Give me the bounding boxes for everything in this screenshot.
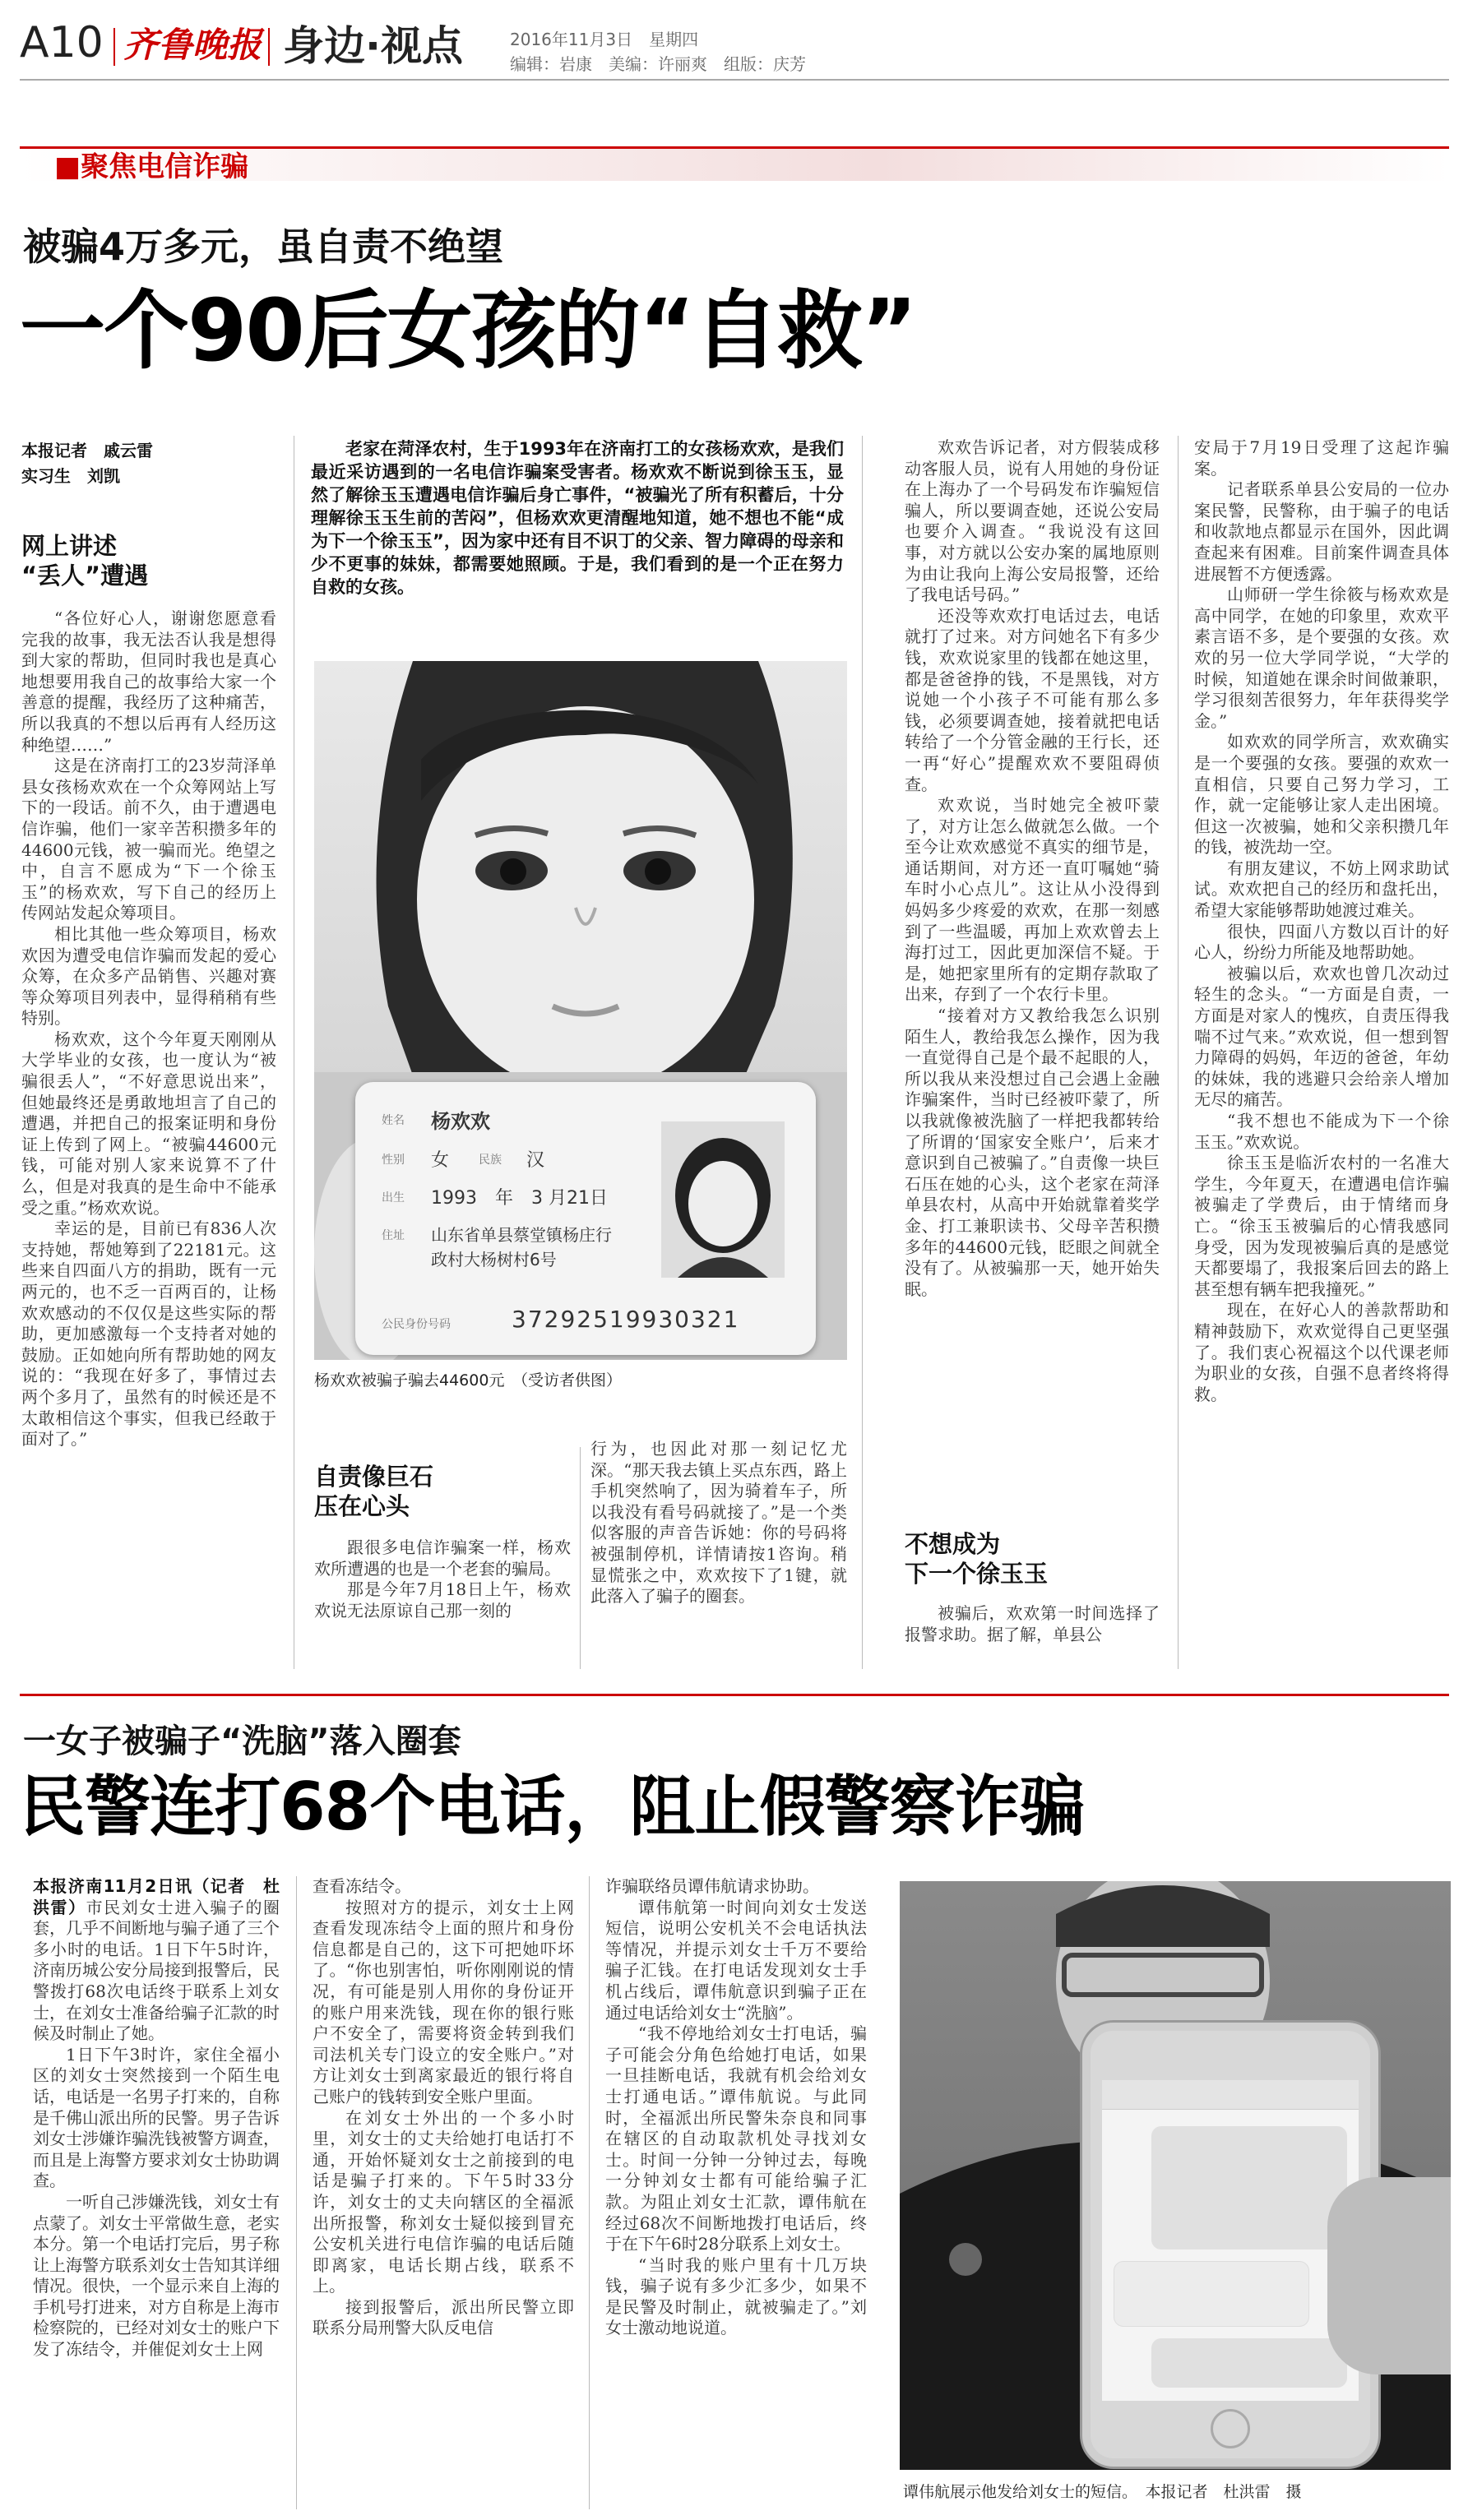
paragraph: 跟很多电信诈骗案一样，杨欢欢所遭遇的也是一个老套的骗局。 (314, 1537, 571, 1579)
id-photo (661, 1121, 785, 1278)
paragraph: 欢欢告诉记者，对方假装成移动客服人员，说有人用她的身份证在上海办了一个号码发布诈骗短信骗人，所以要调查她，还说公安局也要介入调查。“我说没有这回事，对方就以公安办案的属地原则为由让我向上海公安局报警，还给了我电话号码。” (905, 437, 1160, 605)
id-address-line2: 政村大杨树村6号 (431, 1250, 557, 1269)
story1-subhead-3 (905, 1529, 1160, 1588)
photo-caption: 杨欢欢被骗子骗去44600元 （受访者供图） (314, 1371, 622, 1389)
story2-headline: 民警连打68个电话，阻止假警察诈骗 (20, 1769, 1085, 1845)
story1-byline-reporter: 本报记者 戚云雷 (21, 441, 153, 460)
story2-first-paragraph: 市民刘女士进入骗子的圈套，几乎不间断地与骗子通了三个多小时的电话。1日下午5时许，济南历城公安分局接到报警后，民警拨打68次电话终于联系上刘女士，在刘女士准备给骗子汇款的时候及时制止了她。 (33, 1897, 280, 2044)
paragraph: 很快，四面八方数以百计的好心人，纷纷力所能及地帮助她。 (1194, 921, 1449, 963)
subhead-line: 不想成为 (905, 1530, 1001, 1558)
story1-column-5 (1194, 437, 1449, 1669)
header-divider (113, 28, 115, 66)
paragraph: 杨欢欢，这个今年夏天刚刚从大学毕业的女孩，也一度认为“被骗很丢人”，“不好意思说出来”，但她最终还是勇敢地坦言了自己的遭遇，并把自己的报案证明和身份证上传到了网上。“被骗44600元钱，可能对别人家来说算不了什么，但是对我真的是生命中不能承受之重。”杨欢欢说。 (21, 1029, 276, 1218)
issue-date: 2016年11月3日 星期四 (510, 30, 699, 49)
paragraph: 相比其他一些众筹项目，杨欢欢因为遭受电信诈骗而发起的爱心众筹，在众多产品销售、兴趣对赛等众筹项目列表中，显得稍稍有些特别。 (21, 923, 276, 1029)
story1-column-4-bottom (905, 1603, 1160, 1669)
paragraph: 谭伟航第一时间向刘女士发送短信，说明公安机关不会电话执法等情况，并提示刘女士千万不要给骗子汇钱。在打电话发现刘女士手机占线后，谭伟航意识到骗子正在通过电话给刘女士“洗脑”。 (605, 1897, 867, 2023)
story2-column-3 (605, 1876, 867, 2509)
story1-lead: 老家在菏泽农村，生于1993年在济南打工的女孩杨欢欢，是我们最近采访遇到的一名电信诈骗案受害者。杨欢欢不断说到徐玉玉，显然了解徐玉玉遭遇电信诈骗后身亡事件，“被骗光了所有积蓄后，十分理解徐玉玉生前的苦闷”，但杨欢欢更清醒地知道，她不想也不能“成为下一个徐玉玉”，因为家中还有目不识丁的父亲、智力障碍的母亲和少不更事的妹妹，都需要她照顾。于是，我们看到的是一个正在努力自救的女孩。 (311, 439, 844, 597)
paragraph: “当时我的账户里有十几万块钱，骗子说有多少汇多少，如果不是民警及时制止，就被骗走了。”刘女士激动地说道。 (605, 2254, 867, 2338)
home-button (1211, 2409, 1250, 2448)
paragraph: 有朋友建议，不妨上网求助试试。欢欢把自己的经历和盘托出，希望大家能够帮助她渡过难关。 (1194, 858, 1449, 921)
hand (1327, 2177, 1451, 2374)
newspaper-logo: 齐鲁晚报 (123, 25, 262, 65)
id-birth: 1993 年 3 月21日 (431, 1188, 608, 1209)
id-ethnic: 汉 (526, 1150, 545, 1171)
story1-subhead-1 (21, 531, 268, 590)
paragraph: 被骗后，欢欢第一时间选择了报警求助。据了解，单县公 (905, 1603, 1160, 1644)
story1-headline: 一个90后女孩的“自救” (20, 280, 916, 381)
story2-kicker: 一女子被骗子“洗脑”落入圈套 (23, 1722, 461, 1760)
paragraph: 如欢欢的同学所言，欢欢确实是一个要强的女孩。要强的欢欢一直相信，只要自己努力学习，工作，就一定能够让家人走出困境。但这一次被骗，她和父亲积攒几年的钱，被洗劫一空。 (1194, 732, 1449, 858)
paragraph: 按照对方的提示，刘女士上网查看发现冻结令上面的照片和身份信息都是自己的，这下可把她吓坏了。“你也别害怕，听你刚刚说的情况，有可能是别人用你的身份证开的账户用来洗钱，现在你的银行账户不安全了，需要将资金转到我们司法机关专门设立的安全账户。”对方让刘女士到离家最近的银行将自己账户的钱转到安全账户里面。 (313, 1897, 574, 2106)
id-sex-label: 性别 (382, 1154, 405, 1167)
id-name: 杨欢欢 (431, 1110, 490, 1133)
id-birth-label: 出生 (382, 1191, 405, 1205)
editor-credits: 编辑：岩康 美编：许丽爽 组版：庆芳 (510, 54, 806, 74)
id-number-label: 公民身份号码 (382, 1318, 451, 1331)
officer-phone-photo (900, 1881, 1451, 2470)
story2-column-2 (313, 1876, 574, 2509)
paragraph: “接着对方又教给我怎么识别陌生人，教给我怎么操作，因为我一直觉得自己是个最不起眼的人，所以我从来没想过自己会遇上金融诈骗案件，当时已经被吓蒙了，所以我就像被洗脑了一样把我都转给了所谓的‘国家安全账户’，后来才意识到自己被骗了。”自责像一块巨石压在她的心头，这个老家在菏泽单县农村，从高中开始就靠着奖学金、打工兼职读书、父母辛苦积攒多年的44600元钱，眨眼之间就全没有了。从被骗那一天，她开始失眠。 (905, 1006, 1160, 1299)
paragraph: 欢欢说，当时她完全被吓蒙了，对方让怎么做就怎么做。一个至今让欢欢感觉不真实的细节是，通话期间，对方还一直叮嘱她“骑车时小心点儿”。这让从小没得到妈妈多少疼爱的欢欢，在那一刻感到了一些温暖，再加上欢欢曾去上海打过工，因此更加深信不疑。于是，她把家里所有的定期存款取了出来，存到了一个农行卡里。 (905, 795, 1160, 1005)
story1-subhead-2 (314, 1462, 577, 1521)
id-name-label: 姓名 (382, 1114, 405, 1127)
id-number: 37292519930321 (512, 1306, 740, 1333)
subhead-line: 自责像巨石 (314, 1463, 434, 1491)
story1-byline-intern: 实习生 刘凯 (21, 466, 120, 486)
column-rule (589, 1876, 590, 2509)
photo2-caption: 谭伟航展示他发给刘女士的短信。 本报记者 杜洪雷 摄 (903, 2483, 1302, 2501)
story2-dateline: 本报济南11月2日讯（记者 杜洪雷） (33, 1876, 280, 1917)
id-sex: 女 (431, 1150, 450, 1171)
subhead-line: 下一个徐玉玉 (905, 1560, 1049, 1588)
topic-banner: ■聚焦电信诈骗 (54, 150, 249, 183)
paragraph: “我不想也不能成为下一个徐玉玉。”欢欢说。 (1194, 1111, 1449, 1152)
paragraph: 记者联系单县公安局的一位办案民警，民警称，由于骗子的电话和收款地点都显示在国外，因此调查起来有困难。目前案件调查具体进展暂不方便透露。 (1194, 479, 1449, 584)
section-title: 身边·视点 (283, 22, 463, 70)
column-rule (296, 1876, 297, 2509)
topic-banner-rule (20, 146, 1449, 149)
subhead-line: 压在心头 (314, 1492, 410, 1520)
paragraph: 那是今年7月18日上午，杨欢欢说无法原谅自己那一刻的 (314, 1579, 571, 1621)
subhead-line: “丢人”遭遇 (21, 562, 149, 590)
story-separator (20, 1694, 1449, 1696)
paragraph (33, 1876, 280, 2045)
paragraph: 山师研一学生徐筱与杨欢欢是高中同学，在她的印象里，欢欢平素言语不多，是个要强的女孩。欢欢的另一位大学同学说，“大学的时候，知道她在课余时间做兼职，学习很刻苦很努力，年年获得奖学金。” (1194, 585, 1449, 731)
page-number: A10 (20, 18, 104, 67)
paragraph: 诈骗联络员谭伟航请求协助。 (605, 1876, 819, 1896)
paragraph: 查看冻结令。 (313, 1876, 411, 1896)
paragraph: 被骗以后，欢欢也曾几次动过轻生的念头。“一方面是自责，一方面是对家人的愧疚，自责压得我喘不过气来。”欢欢说，但一想到智力障碍的妈妈，年迈的爸爸，年幼的妹妹，我的逃避只会给亲人增加无尽的痛苦。 (1194, 963, 1449, 1110)
story1-column-3-bottom (590, 1439, 847, 1669)
girl-with-id-card-photo (314, 661, 847, 1360)
story1-kicker: 被骗4万多元，虽自责不绝望 (23, 224, 504, 269)
paragraph: 安局于7月19日受理了这起诈骗案。 (1194, 437, 1449, 479)
story1-column-1 (21, 608, 276, 1667)
paragraph: 幸运的是，目前已有836人次支持她，帮她筹到了22181元。这些来自四面八方的捐助，既有一元两元的，也不乏一百两百的，让杨欢欢感动的不仅仅是这些实际的帮助，更加感激每一个支持者对她的鼓励。正如她向所有帮助她的网友说的：“我现在好多了，事情过去两个多月了，虽然有的时候还是不太敢相信这个事实，但我已经敢于面对了。” (21, 1218, 276, 1450)
phone-screen (1102, 2080, 1359, 2401)
paragraph: 接到报警后，派出所民警立即联系分局刑警大队反电信 (313, 2296, 574, 2338)
id-address-line1: 山东省单县蔡堂镇杨庄行 (431, 1225, 612, 1245)
paragraph: 在刘女士外出的一个多小时里，刘女士的丈夫给她打电话打不通，开始怀疑刘女士之前接到的电话是骗子打来的。下午5时33分许，刘女士的丈夫向辖区的全福派出所报警，称刘女士疑似接到冒充公安机关进行电信诈骗的电话后随即离家，电话长期占线，联系不上。 (313, 2107, 574, 2296)
paragraph: “我不停地给刘女士打电话，骗子可能会分角色给她打电话，如果一旦挂断电话，我就有机会给刘女士打通电话。”谭伟航说。与此同时，全福派出所民警朱奈良和同事在辖区的自动取款机处寻找刘女士。时间一分钟一分钟过去，每晚一分钟刘女士都有可能给骗子汇款。为阻止刘女士汇款，谭伟航在经过68次不间断地拨打电话后，终于在下午6时28分联系上刘女士。 (605, 2023, 867, 2254)
column-rule (862, 436, 863, 1669)
header-rule (20, 79, 1449, 81)
id-card (355, 1082, 816, 1355)
paragraph: 行为，也因此对那一刻记忆尤深。“那天我去镇上买点东西，路上手机突然响了，因为骑着车子，所以我没有看号码就接了。”是一个类似客服的声音告诉她：你的号码将被强制停机，详情请按1咨询。稍显慌张之中，欢欢按下了1键，就此落入了骗子的圈套。 (590, 1439, 847, 1607)
subhead-line: 网上讲述 (21, 532, 118, 560)
paragraph: 还没等欢欢打电话过去，电话就打了过来。对方问她名下有多少钱，欢欢说家里的钱都在她这里，都是爸爸挣的钱，不是黑钱，对方说她一个小孩子不可能有那么多钱，必须要调查她，接着就把电话转给了一个分管金融的王行长，还一再“好心”提醒欢欢不要阻碍侦查。 (905, 605, 1160, 794)
id-address-label: 住址 (382, 1229, 405, 1242)
paragraph: “各位好心人，谢谢您愿意看完我的故事，我无法否认我是想得到大家的帮助，但同时我也是真心地想要用我自己的故事给大家一个善意的提醒，我经历了这种痛苦，所以我真的不想以后再有人经历这种绝望……” (21, 608, 276, 755)
paragraph: 1日下午3时许，家住全福小区的刘女士突然接到一个陌生电话，电话是一名男子打来的，自称是千佛山派出所的民警。男子告诉刘女士涉嫌诈骗洗钱被警方调查，而且是上海警方要求刘女士协助调查。 (33, 2044, 280, 2191)
paragraph: 徐玉玉是临沂农村的一名准大学生，今年夏天，在遭遇电信诈骗被骗走了学费后，由于情绪而身亡。“徐玉玉被骗后的心情我感同身受，因为发现被骗后真的是感觉天都要塌了，我报案后回去的路上甚至想有辆车把我撞死。” (1194, 1153, 1449, 1299)
story1-column-2-bottom (314, 1537, 571, 1669)
story2-column-1 (33, 1876, 280, 2509)
paragraph: 这是在济南打工的23岁菏泽单县女孩杨欢欢在一个众筹网站上写下的一段话。前不久，由于遭遇电信诈骗，他们一家辛苦积攒多年的44600元钱，被一骗而光。绝望之中，自言不愿成为“下一个徐玉玉”的杨欢欢，写下自己的经历上传网站发起众筹项目。 (21, 756, 276, 923)
story1-column-4 (905, 437, 1160, 1521)
paragraph: 现在，在好心人的善款帮助和精神鼓励下，欢欢觉得自己更坚强了。我们衷心祝福这个以代课老师为职业的女孩，自强不息者终将得救。 (1194, 1300, 1449, 1404)
column-rule (580, 1447, 581, 1669)
paragraph: 一听自己涉嫌洗钱，刘女士有点蒙了。刘女士平常做生意，老实本分。第一个电话打完后，男子称让上海警方联系刘女士告知其详细情况。很快，一个显示来自上海的手机号打进来，对方自称是上海市检察院的，已经对刘女士的账户下发了冻结令，并催促刘女士上网 (33, 2191, 280, 2360)
column-rule (1178, 436, 1179, 1669)
header-divider-2 (268, 28, 270, 66)
id-ethnic-label: 民族 (479, 1154, 502, 1167)
